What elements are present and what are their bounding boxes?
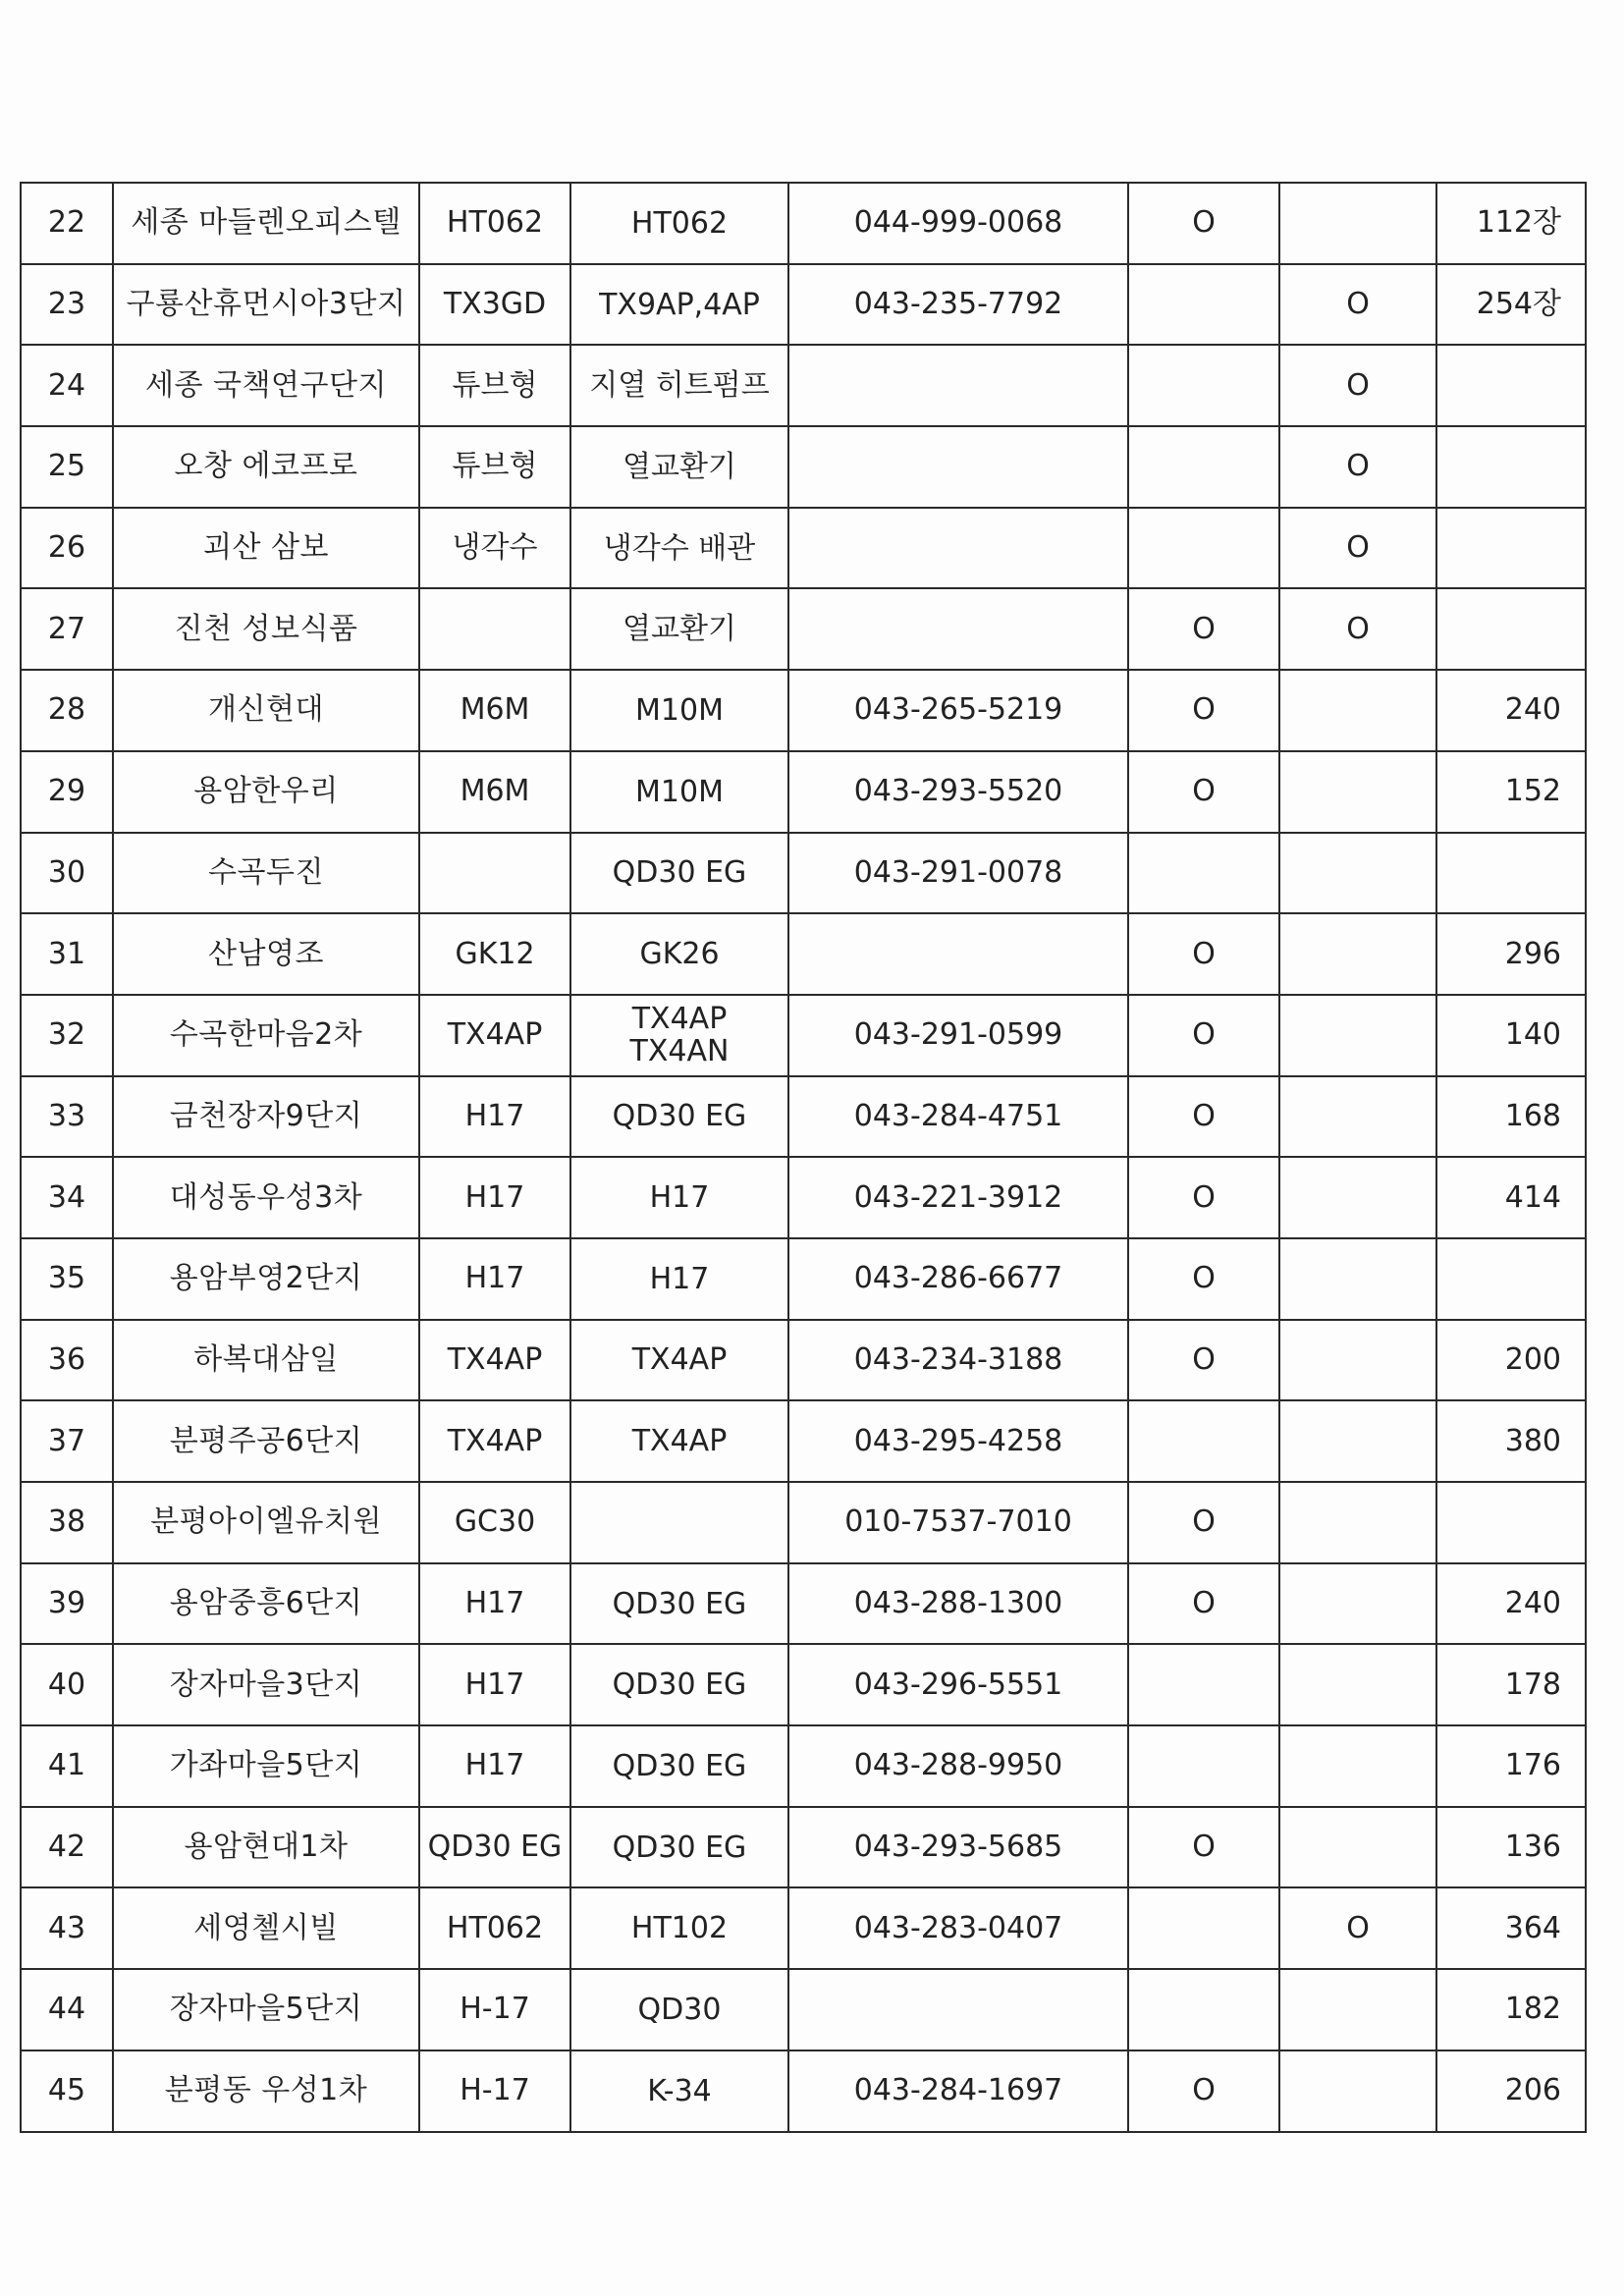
phone-number-cell (788, 913, 1128, 995)
site-name-cell: 하복대삼일 (113, 1320, 419, 1401)
table-row (21, 345, 1586, 426)
model-a-cell: H-17 (419, 2050, 570, 2132)
row-number-cell: 35 (21, 1238, 113, 1320)
table-row (21, 1157, 1586, 1238)
site-name-cell: 가좌마을5단지 (113, 1725, 419, 1807)
mark-1-cell: O (1128, 670, 1279, 751)
site-name-cell: 분평동 우성1차 (113, 2050, 419, 2132)
quantity-cell: 364 (1436, 1887, 1586, 1969)
phone-number-cell: 043-235-7792 (788, 264, 1128, 346)
mark-1-cell (1128, 1400, 1279, 1482)
site-name-cell: 세종 마들렌오피스텔 (113, 183, 419, 264)
mark-2-cell (1279, 1807, 1436, 1888)
site-list-table (20, 182, 1587, 2133)
quantity-cell: 112장 (1436, 183, 1586, 264)
site-name-cell: 괴산 삼보 (113, 508, 419, 589)
row-number-cell: 38 (21, 1482, 113, 1563)
mark-1-cell (1128, 426, 1279, 508)
site-name-cell: 용암한우리 (113, 751, 419, 833)
mark-2-cell (1279, 1238, 1436, 1320)
model-a-cell (419, 833, 570, 914)
quantity-cell: 296 (1436, 913, 1586, 995)
phone-number-cell: 043-295-4258 (788, 1400, 1128, 1482)
site-name-cell: 용암중흥6단지 (113, 1563, 419, 1645)
site-name-cell: 오창 에코프로 (113, 426, 419, 508)
site-name-cell: 수곡두진 (113, 833, 419, 914)
table-row (21, 1320, 1586, 1401)
model-b-cell: 지열 히트펌프 (570, 345, 788, 426)
table-row (21, 1887, 1586, 1969)
row-number-cell: 39 (21, 1563, 113, 1645)
quantity-cell: 168 (1436, 1076, 1586, 1158)
phone-number-cell: 043-284-4751 (788, 1076, 1128, 1158)
model-a-cell: QD30 EG (419, 1807, 570, 1888)
row-number-cell: 26 (21, 508, 113, 589)
model-a-cell: TX4AP (419, 995, 570, 1076)
model-b-cell: 냉각수 배관 (570, 508, 788, 589)
table-body (21, 183, 1586, 2132)
quantity-cell: 140 (1436, 995, 1586, 1076)
table-row (21, 1563, 1586, 1645)
mark-2-cell: O (1279, 426, 1436, 508)
phone-number-cell: 044-999-0068 (788, 183, 1128, 264)
row-number-cell: 27 (21, 588, 113, 670)
site-name-cell: 대성동우성3차 (113, 1157, 419, 1238)
table-row (21, 995, 1586, 1076)
mark-2-cell (1279, 1969, 1436, 2050)
model-b-cell: 열교환기 (570, 426, 788, 508)
table-row (21, 1807, 1586, 1888)
table-row (21, 183, 1586, 264)
site-name-cell: 세영첼시빌 (113, 1887, 419, 1969)
mark-1-cell: O (1128, 1076, 1279, 1158)
model-a-cell: HT062 (419, 183, 570, 264)
table-row (21, 2050, 1586, 2132)
phone-number-cell: 043-234-3188 (788, 1320, 1128, 1401)
model-b-cell (570, 1482, 788, 1563)
mark-2-cell (1279, 183, 1436, 264)
row-number-cell: 40 (21, 1644, 113, 1725)
site-name-cell: 세종 국책연구단지 (113, 345, 419, 426)
table-row (21, 751, 1586, 833)
mark-2-cell (1279, 1400, 1436, 1482)
mark-1-cell: O (1128, 1807, 1279, 1888)
mark-2-cell (1279, 1644, 1436, 1725)
mark-2-cell (1279, 751, 1436, 833)
mark-2-cell (1279, 995, 1436, 1076)
model-a-cell: H17 (419, 1157, 570, 1238)
quantity-cell (1436, 833, 1586, 914)
row-number-cell: 42 (21, 1807, 113, 1888)
mark-1-cell (1128, 833, 1279, 914)
site-name-cell: 용암부영2단지 (113, 1238, 419, 1320)
model-a-cell: H17 (419, 1644, 570, 1725)
table-row (21, 1644, 1586, 1725)
mark-1-cell: O (1128, 183, 1279, 264)
phone-number-cell (788, 508, 1128, 589)
model-a-cell: 튜브형 (419, 426, 570, 508)
phone-number-cell: 043-221-3912 (788, 1157, 1128, 1238)
phone-number-cell (788, 1969, 1128, 2050)
model-a-cell (419, 588, 570, 670)
row-number-cell: 33 (21, 1076, 113, 1158)
quantity-cell (1436, 588, 1586, 670)
model-a-cell: H17 (419, 1725, 570, 1807)
phone-number-cell (788, 588, 1128, 670)
mark-1-cell (1128, 345, 1279, 426)
site-name-cell: 구룡산휴먼시아3단지 (113, 264, 419, 346)
row-number-cell: 23 (21, 264, 113, 346)
site-name-cell: 분평아이엘유치원 (113, 1482, 419, 1563)
row-number-cell: 43 (21, 1887, 113, 1969)
table-row (21, 1238, 1586, 1320)
site-name-cell: 용암현대1차 (113, 1807, 419, 1888)
quantity-cell: 254장 (1436, 264, 1586, 346)
mark-1-cell (1128, 1887, 1279, 1969)
phone-number-cell: 043-265-5219 (788, 670, 1128, 751)
phone-number-cell: 010-7537-7010 (788, 1482, 1128, 1563)
table-row (21, 1076, 1586, 1158)
site-name-cell: 장자마을5단지 (113, 1969, 419, 2050)
mark-1-cell: O (1128, 1157, 1279, 1238)
quantity-cell: 414 (1436, 1157, 1586, 1238)
mark-2-cell (1279, 1563, 1436, 1645)
row-number-cell: 41 (21, 1725, 113, 1807)
model-a-cell: 튜브형 (419, 345, 570, 426)
mark-1-cell (1128, 1969, 1279, 2050)
model-b-cell: 열교환기 (570, 588, 788, 670)
quantity-cell: 176 (1436, 1725, 1586, 1807)
mark-1-cell: O (1128, 588, 1279, 670)
site-name-cell: 장자마을3단지 (113, 1644, 419, 1725)
mark-2-cell (1279, 2050, 1436, 2132)
model-b-cell: QD30 EG (570, 1563, 788, 1645)
quantity-cell: 240 (1436, 1563, 1586, 1645)
model-a-cell: GK12 (419, 913, 570, 995)
mark-2-cell (1279, 670, 1436, 751)
mark-1-cell: O (1128, 2050, 1279, 2132)
row-number-cell: 37 (21, 1400, 113, 1482)
model-b-cell: QD30 EG (570, 1725, 788, 1807)
model-a-cell: HT062 (419, 1887, 570, 1969)
site-name-cell: 진천 성보식품 (113, 588, 419, 670)
mark-2-cell: O (1279, 1887, 1436, 1969)
model-a-cell: TX4AP (419, 1400, 570, 1482)
table-row (21, 588, 1586, 670)
model-b-cell: TX4AP TX4AN (570, 995, 788, 1076)
quantity-cell (1436, 508, 1586, 589)
mark-2-cell (1279, 913, 1436, 995)
mark-1-cell: O (1128, 913, 1279, 995)
phone-number-cell (788, 345, 1128, 426)
quantity-cell: 182 (1436, 1969, 1586, 2050)
mark-2-cell (1279, 833, 1436, 914)
mark-1-cell: O (1128, 1320, 1279, 1401)
row-number-cell: 29 (21, 751, 113, 833)
model-b-cell: TX4AP (570, 1320, 788, 1401)
model-b-cell: H17 (570, 1238, 788, 1320)
model-a-cell: GC30 (419, 1482, 570, 1563)
quantity-cell: 136 (1436, 1807, 1586, 1888)
site-name-cell: 산남영조 (113, 913, 419, 995)
row-number-cell: 22 (21, 183, 113, 264)
phone-number-cell: 043-291-0599 (788, 995, 1128, 1076)
table-row (21, 913, 1586, 995)
model-a-cell: M6M (419, 751, 570, 833)
mark-2-cell (1279, 1482, 1436, 1563)
phone-number-cell: 043-296-5551 (788, 1644, 1128, 1725)
site-name-cell: 금천장자9단지 (113, 1076, 419, 1158)
site-name-cell: 분평주공6단지 (113, 1400, 419, 1482)
table-row (21, 426, 1586, 508)
phone-number-cell: 043-293-5685 (788, 1807, 1128, 1888)
mark-2-cell (1279, 1076, 1436, 1158)
model-b-cell: TX9AP,4AP (570, 264, 788, 346)
phone-number-cell: 043-288-9950 (788, 1725, 1128, 1807)
phone-number-cell: 043-291-0078 (788, 833, 1128, 914)
quantity-cell (1436, 1238, 1586, 1320)
model-b-cell: QD30 EG (570, 1644, 788, 1725)
quantity-cell (1436, 1482, 1586, 1563)
model-b-cell: M10M (570, 751, 788, 833)
mark-1-cell (1128, 264, 1279, 346)
model-a-cell: M6M (419, 670, 570, 751)
row-number-cell: 44 (21, 1969, 113, 2050)
model-b-cell: QD30 (570, 1969, 788, 2050)
quantity-cell: 206 (1436, 2050, 1586, 2132)
model-b-cell: QD30 EG (570, 833, 788, 914)
table-row (21, 670, 1586, 751)
model-b-cell: M10M (570, 670, 788, 751)
mark-1-cell (1128, 508, 1279, 589)
model-a-cell: TX4AP (419, 1320, 570, 1401)
phone-number-cell: 043-283-0407 (788, 1887, 1128, 1969)
table-row (21, 264, 1586, 346)
mark-2-cell (1279, 1157, 1436, 1238)
row-number-cell: 24 (21, 345, 113, 426)
phone-number-cell: 043-286-6677 (788, 1238, 1128, 1320)
table-row (21, 1482, 1586, 1563)
row-number-cell: 32 (21, 995, 113, 1076)
mark-1-cell: O (1128, 1482, 1279, 1563)
model-b-cell: HT062 (570, 183, 788, 264)
quantity-cell: 380 (1436, 1400, 1586, 1482)
mark-2-cell (1279, 1320, 1436, 1401)
model-b-cell: GK26 (570, 913, 788, 995)
table-row (21, 833, 1586, 914)
model-b-cell: TX4AP (570, 1400, 788, 1482)
phone-number-cell: 043-288-1300 (788, 1563, 1128, 1645)
row-number-cell: 28 (21, 670, 113, 751)
table-row (21, 1400, 1586, 1482)
mark-1-cell: O (1128, 1238, 1279, 1320)
phone-number-cell: 043-284-1697 (788, 2050, 1128, 2132)
model-b-cell: QD30 EG (570, 1807, 788, 1888)
mark-2-cell: O (1279, 588, 1436, 670)
mark-1-cell: O (1128, 751, 1279, 833)
table-row (21, 1725, 1586, 1807)
quantity-cell: 152 (1436, 751, 1586, 833)
mark-1-cell (1128, 1644, 1279, 1725)
row-number-cell: 36 (21, 1320, 113, 1401)
mark-1-cell: O (1128, 995, 1279, 1076)
mark-1-cell: O (1128, 1563, 1279, 1645)
model-b-cell: H17 (570, 1157, 788, 1238)
quantity-cell: 240 (1436, 670, 1586, 751)
row-number-cell: 30 (21, 833, 113, 914)
quantity-cell (1436, 345, 1586, 426)
model-a-cell: H17 (419, 1238, 570, 1320)
phone-number-cell (788, 426, 1128, 508)
model-a-cell: 냉각수 (419, 508, 570, 589)
mark-2-cell (1279, 1725, 1436, 1807)
row-number-cell: 34 (21, 1157, 113, 1238)
mark-2-cell: O (1279, 508, 1436, 589)
row-number-cell: 25 (21, 426, 113, 508)
model-a-cell: H17 (419, 1076, 570, 1158)
row-number-cell: 31 (21, 913, 113, 995)
table-row (21, 508, 1586, 589)
quantity-cell (1436, 426, 1586, 508)
model-a-cell: H-17 (419, 1969, 570, 2050)
phone-number-cell: 043-293-5520 (788, 751, 1128, 833)
quantity-cell: 200 (1436, 1320, 1586, 1401)
mark-1-cell (1128, 1725, 1279, 1807)
model-a-cell: H17 (419, 1563, 570, 1645)
quantity-cell: 178 (1436, 1644, 1586, 1725)
model-a-cell: TX3GD (419, 264, 570, 346)
site-name-cell: 수곡한마음2차 (113, 995, 419, 1076)
mark-2-cell: O (1279, 345, 1436, 426)
mark-2-cell: O (1279, 264, 1436, 346)
model-b-cell: HT102 (570, 1887, 788, 1969)
row-number-cell: 45 (21, 2050, 113, 2132)
model-b-cell: K-34 (570, 2050, 788, 2132)
site-name-cell: 개신현대 (113, 670, 419, 751)
model-b-cell: QD30 EG (570, 1076, 788, 1158)
table-row (21, 1969, 1586, 2050)
